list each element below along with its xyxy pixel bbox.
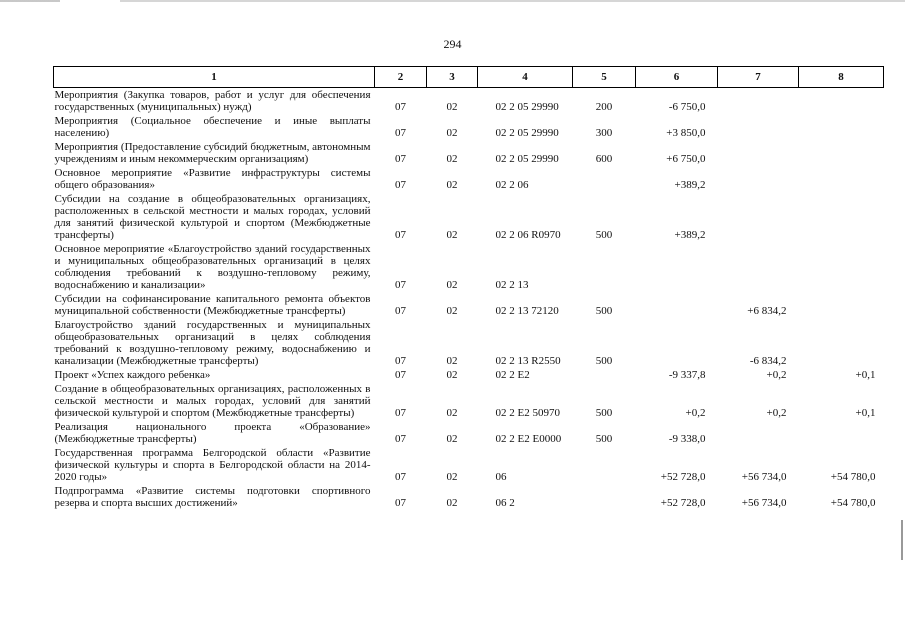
expense-type-code: 500 (595, 433, 613, 445)
amount-col-8: +54 780,0 (830, 497, 876, 509)
amount-col-8 (799, 114, 884, 140)
amount-col-6: +3 850,0 (666, 127, 706, 139)
target-article-code: 02 2 13 (495, 279, 529, 291)
expense-type-code (573, 242, 636, 292)
amount-col-8: +54 780,0 (830, 471, 876, 483)
amount-col-7 (718, 192, 799, 242)
expense-type-code: 500 (595, 229, 613, 241)
amount-col-6: +0,2 (685, 407, 706, 419)
subsection-code: 02 (446, 101, 458, 113)
table-row (54, 292, 884, 318)
table-row (54, 192, 884, 242)
amount-col-7: +56 734,0 (741, 497, 787, 509)
amount-col-6: -9 338,0 (668, 433, 706, 445)
amount-col-8 (799, 166, 884, 192)
section-code: 07 (395, 127, 406, 139)
amount-col-6 (636, 292, 718, 318)
target-article-code: 02 2 13 72120 (495, 305, 559, 317)
expense-type-code (573, 166, 636, 192)
amount-col-6 (636, 242, 718, 292)
subsection-code: 02 (446, 127, 458, 139)
table-row (54, 420, 884, 446)
row-description: Мероприятия (Закупка товаров, работ и услуг для обеспечения государственных (муниципальных) нужд) (54, 89, 371, 113)
section-code: 07 (395, 407, 406, 419)
table-row (54, 88, 884, 115)
row-description: Мероприятия (Социальное обеспечение и иные выплаты населению) (54, 115, 371, 139)
expense-type-code: 500 (595, 355, 613, 367)
expense-type-code: 300 (595, 127, 613, 139)
amount-col-8 (799, 192, 884, 242)
amount-col-8: +0,1 (855, 407, 876, 419)
row-description: Субсидии на софинансирование капитального ремонта объектов муниципальной собственности (Межбюджетные трансферты) (54, 293, 371, 317)
column-header: 3 (427, 67, 478, 88)
target-article-code: 06 (495, 471, 507, 483)
table-row (54, 242, 884, 292)
subsection-code: 02 (446, 497, 458, 509)
table-row (54, 166, 884, 192)
amount-col-7: -6 834,2 (749, 355, 787, 367)
section-code: 07 (395, 369, 406, 381)
subsection-code: 02 (446, 433, 458, 445)
table-row (54, 382, 884, 420)
target-article-code: 02 2 05 29990 (495, 153, 559, 165)
column-header: 5 (573, 67, 636, 88)
row-description: Субсидии на создание в общеобразовательных организациях, расположенных в сельской местности и малых городах, условий для занятий физической культурой и спортом (Межбюджетные трансферты) (54, 193, 371, 241)
amount-col-8 (799, 242, 884, 292)
amount-col-8: +0,1 (855, 369, 876, 381)
amount-col-7: +0,2 (766, 407, 787, 419)
section-code: 07 (395, 279, 406, 291)
table-row (54, 368, 884, 382)
column-header: 4 (478, 67, 573, 88)
budget-table (53, 66, 884, 510)
amount-col-8 (799, 140, 884, 166)
amount-col-6: -9 337,8 (668, 369, 706, 381)
row-description: Подпрограмма «Развитие системы подготовки спортивного резерва и спорта высших достижений» (54, 485, 371, 509)
table-row (54, 114, 884, 140)
amount-col-6: +389,2 (674, 179, 706, 191)
subsection-code: 02 (446, 153, 458, 165)
row-description: Основное мероприятие «Развитие инфраструктуры системы общего образования» (54, 167, 371, 191)
target-article-code: 06 2 (495, 497, 515, 509)
column-header: 8 (799, 67, 884, 88)
expense-type-code: 200 (595, 101, 613, 113)
target-article-code: 02 2 05 29990 (495, 127, 559, 139)
row-description: Мероприятия (Предоставление субсидий бюджетным, автономным учреждениям и иным некоммерческим организациям) (54, 141, 371, 165)
amount-col-7 (718, 242, 799, 292)
section-code: 07 (395, 101, 406, 113)
row-description: Реализация национального проекта «Образование» (Межбюджетные трансферты) (54, 421, 371, 445)
subsection-code: 02 (446, 407, 458, 419)
amount-col-6: +6 750,0 (666, 153, 706, 165)
subsection-code: 02 (446, 355, 458, 367)
target-article-code: 02 2 E2 50970 (495, 407, 560, 419)
subsection-code: 02 (446, 369, 458, 381)
section-code: 07 (395, 355, 406, 367)
column-header: 2 (375, 67, 427, 88)
section-code: 07 (395, 179, 406, 191)
table-row (54, 446, 884, 484)
expense-type-code (573, 446, 636, 484)
target-article-code: 02 2 E2 E0000 (495, 433, 562, 445)
subsection-code: 02 (446, 179, 458, 191)
subsection-code: 02 (446, 305, 458, 317)
section-code: 07 (395, 305, 406, 317)
row-description: Благоустройство зданий государственных и муниципальных общеобразовательных организаций в целях соблюдения требований к воздушно-тепловому режиму, водоснабжению и канализации (Межбюджетные трансферты) (54, 319, 371, 367)
amount-col-7: +0,2 (766, 369, 787, 381)
page-number: 294 (443, 37, 462, 51)
amount-col-8 (799, 420, 884, 446)
subsection-code: 02 (446, 471, 458, 483)
amount-col-8 (799, 318, 884, 368)
column-header: 6 (636, 67, 718, 88)
section-code: 07 (395, 471, 406, 483)
row-description: Государственная программа Белгородской области «Развитие физической культуры и спорта в Белгородской области на 2014-2020 годы» (54, 447, 371, 483)
target-article-code: 02 2 05 29990 (495, 101, 559, 113)
amount-col-6: -6 750,0 (668, 101, 706, 113)
table-row (54, 484, 884, 510)
amount-col-6 (636, 318, 718, 368)
column-header: 1 (54, 67, 375, 88)
amount-col-8 (799, 292, 884, 318)
scan-top-edge (0, 0, 905, 2)
table-row (54, 140, 884, 166)
expense-type-code: 500 (595, 305, 613, 317)
expense-type-code: 600 (595, 153, 613, 165)
amount-col-6: +52 728,0 (660, 471, 706, 483)
row-description: Основное мероприятие «Благоустройство зданий государственных и муниципальных общеобразовательных организаций в целях соблюдения требований к воздушно-тепловому режиму, водоснабжению и канализации» (54, 243, 371, 291)
section-code: 07 (395, 497, 406, 509)
row-description: Создание в общеобразовательных организациях, расположенных в сельской местности и малых городах, условий для занятий физической культурой и спортом (Межбюджетные трансферты) (54, 383, 371, 419)
table-header-row (54, 67, 884, 88)
target-article-code: 02 2 06 (495, 179, 529, 191)
section-code: 07 (395, 153, 406, 165)
table-row (54, 318, 884, 368)
amount-col-7 (718, 166, 799, 192)
amount-col-6: +52 728,0 (660, 497, 706, 509)
amount-col-7 (718, 140, 799, 166)
expense-type-code: 500 (595, 407, 613, 419)
amount-col-7: +56 734,0 (741, 471, 787, 483)
column-header: 7 (718, 67, 799, 88)
scan-edge-mark (901, 520, 903, 560)
section-code: 07 (395, 229, 406, 241)
subsection-code: 02 (446, 229, 458, 241)
subsection-code: 02 (446, 279, 458, 291)
amount-col-7 (718, 420, 799, 446)
section-code: 07 (395, 433, 406, 445)
target-article-code: 02 2 06 R0970 (495, 229, 561, 241)
amount-col-7: +6 834,2 (747, 305, 787, 317)
amount-col-6: +389,2 (674, 229, 706, 241)
amount-col-7 (718, 88, 799, 115)
amount-col-7 (718, 114, 799, 140)
expense-type-code (573, 484, 636, 510)
row-description: Проект «Успех каждого ребенка» (54, 369, 211, 381)
target-article-code: 02 2 13 R2550 (495, 355, 561, 367)
expense-type-code (573, 368, 636, 382)
target-article-code: 02 2 E2 (495, 369, 530, 381)
amount-col-8 (799, 88, 884, 115)
